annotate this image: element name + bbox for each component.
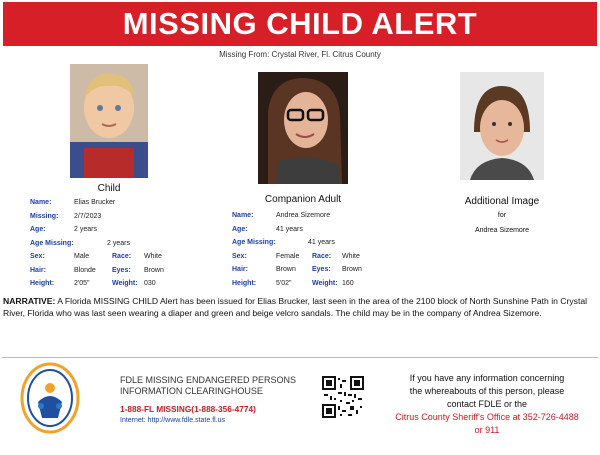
child-heading: Child bbox=[97, 183, 121, 194]
child-label: Height: bbox=[30, 280, 55, 287]
missing-from-location: Missing From: Crystal River, Fl. Citrus County bbox=[219, 50, 381, 59]
child-label: Missing: bbox=[30, 212, 59, 220]
fdle-clearinghouse-seal bbox=[20, 362, 80, 434]
narrative-body: A Florida MISSING CHILD Alert has been issued for Elias Brucker, last seen in the area of the 2100 block of North Sunshine Path in Crystal River, Florida who was last seen wearing a diaper and green and beige velcro sandals. The child may be in the company of Andrea Sizemore. bbox=[3, 296, 588, 318]
companion-row-hair bbox=[232, 263, 402, 277]
child-value: 2 years bbox=[74, 226, 97, 233]
fdle-title-line2: INFORMATION CLEARINGHOUSE bbox=[120, 386, 263, 396]
companion-label: Name: bbox=[232, 212, 254, 219]
companion-value: Andrea Sizemore bbox=[276, 212, 331, 219]
companion-value: White bbox=[342, 252, 360, 260]
companion-label: Height: bbox=[232, 279, 257, 287]
child-label: Age: bbox=[30, 226, 46, 233]
companion-label: Age: bbox=[232, 225, 248, 233]
companion-label: Sex: bbox=[232, 252, 247, 260]
child-value: Brown bbox=[144, 266, 164, 274]
child-label: Name: bbox=[30, 199, 52, 206]
child-label: Eyes: bbox=[112, 266, 131, 274]
alert-banner: MISSING CHILD ALERT bbox=[3, 2, 597, 46]
companion-row-height bbox=[232, 277, 402, 291]
child-info-table bbox=[30, 196, 200, 291]
child-value: 2/7/2023 bbox=[74, 212, 102, 220]
companion-label: Age Missing: bbox=[232, 239, 276, 246]
companion-heading: Companion Adult bbox=[264, 194, 342, 205]
companion-row-age bbox=[232, 223, 402, 237]
contact-line: or 911 bbox=[474, 425, 500, 435]
child-value: 030 bbox=[144, 280, 156, 287]
companion-label: Weight: bbox=[312, 279, 338, 287]
narrative-text bbox=[3, 296, 597, 319]
additional-photo bbox=[460, 72, 544, 180]
sheriff-contact-line[interactable]: Citrus County Sheriff's Office at 352-726-4488 bbox=[395, 412, 579, 422]
contact-line: the whereabouts of this person, please bbox=[409, 386, 565, 396]
companion-row-age-missing bbox=[232, 236, 402, 250]
fdle-website-link[interactable]: Internet: http://www.fdle.state.fl.us bbox=[120, 417, 226, 424]
child-row-age-missing bbox=[30, 237, 200, 251]
companion-row-sex bbox=[232, 250, 402, 264]
companion-value: Brown bbox=[342, 266, 362, 273]
child-row-missing bbox=[30, 210, 200, 224]
companion-value: Female bbox=[276, 252, 300, 260]
additional-for-label: for bbox=[497, 212, 507, 219]
companion-label: Eyes: bbox=[312, 266, 331, 273]
contact-line: If you have any information concerning bbox=[409, 373, 565, 383]
companion-photo bbox=[258, 72, 348, 184]
qr-code[interactable] bbox=[322, 376, 364, 418]
child-row-hair bbox=[30, 264, 200, 278]
contact-info bbox=[380, 372, 594, 437]
companion-value: 160 bbox=[342, 279, 354, 287]
child-label: Age Missing: bbox=[30, 239, 74, 247]
child-label: Sex: bbox=[30, 253, 45, 260]
child-row-height bbox=[30, 277, 200, 291]
child-label: Race: bbox=[112, 253, 132, 260]
child-value: 2'05" bbox=[74, 280, 90, 287]
fdle-phone[interactable]: 1-888-FL MISSING(1-888-356-4774) bbox=[120, 404, 256, 414]
companion-value: 41 years bbox=[308, 239, 335, 246]
child-value: 2 years bbox=[107, 239, 130, 247]
companion-info-table bbox=[232, 209, 402, 290]
narrative-label: NARRATIVE: bbox=[3, 296, 56, 306]
companion-value: Brown bbox=[276, 266, 296, 273]
child-value: Elias Brucker bbox=[74, 199, 116, 206]
child-photo bbox=[70, 64, 148, 178]
fdle-clearinghouse-title bbox=[120, 375, 296, 397]
companion-row-name bbox=[232, 209, 402, 223]
additional-image-heading: Additional Image bbox=[464, 196, 540, 207]
fdle-title-line1: FDLE MISSING ENDANGERED PERSONS bbox=[120, 375, 297, 385]
child-value: Male bbox=[74, 253, 90, 260]
child-row-age bbox=[30, 223, 200, 237]
additional-name: Andrea Sizemore bbox=[474, 227, 530, 234]
child-label: Weight: bbox=[112, 280, 138, 287]
child-label: Hair: bbox=[30, 266, 46, 274]
child-value: White bbox=[144, 253, 162, 260]
companion-value: 5'02" bbox=[276, 279, 292, 287]
contact-line: contact FDLE or the bbox=[446, 399, 528, 409]
companion-label: Race: bbox=[312, 252, 332, 260]
child-value: Blonde bbox=[74, 266, 96, 274]
child-row-name bbox=[30, 196, 200, 210]
companion-value: 41 years bbox=[276, 225, 303, 233]
companion-label: Hair: bbox=[232, 266, 248, 273]
child-row-sex bbox=[30, 250, 200, 264]
